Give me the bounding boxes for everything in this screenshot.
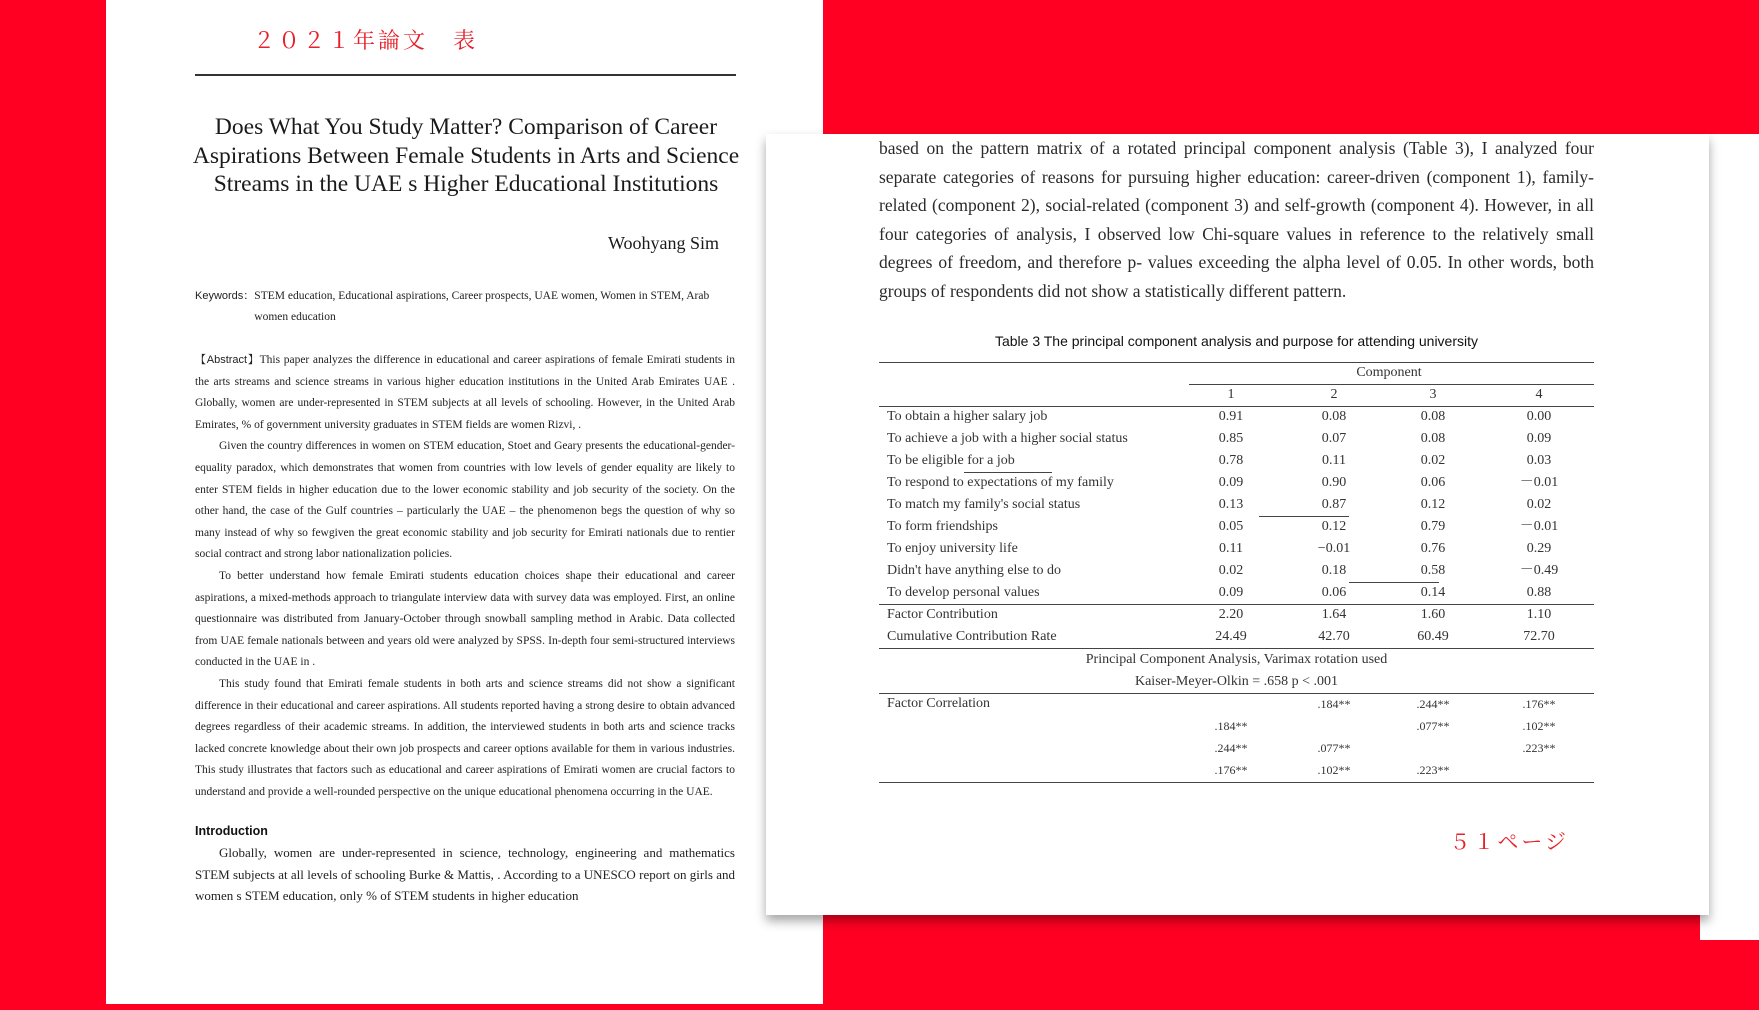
row-value-2: 0.06 (1321, 585, 1347, 600)
header-label: ２０２１年論文 表 (253, 29, 479, 54)
row-label: To respond to expectations of my family (887, 475, 1114, 490)
table-row (879, 406, 1594, 428)
row-label: To match my family's social status (887, 497, 1081, 512)
row-value-4: 0.00 (1526, 409, 1552, 424)
table-row (879, 538, 1594, 560)
correlation-value (1389, 737, 1477, 759)
correlation-value (1289, 715, 1379, 737)
table-row (879, 494, 1594, 516)
row-value-4: 0.09 (1526, 431, 1552, 446)
row-value-1: 0.91 (1218, 409, 1244, 424)
factor-contribution-row (879, 604, 1594, 626)
row-value-3: 0.08 (1420, 431, 1446, 446)
correlation-value: .102** (1522, 719, 1556, 733)
correlation-value: .223** (1416, 763, 1450, 777)
correlation-row (879, 737, 1594, 759)
correlation-value: .184** (1317, 697, 1351, 711)
row-value-2: 0.87 (1321, 497, 1347, 512)
abstract-paragraph-4: This study found that Emirati female students in both arts and science streams did not show a significant difference in their educational and career aspirations. All students reported having a strong desire to obtain advanced degrees regardless of their academic streams. In addition, the interviewed students in both arts and science tracks lacked concrete knowledge about their own job prospects and career options available for them in various industries. This study illustrates that factors such as educational and career aspirations of Emirati women are crucial factors to understand and provide a well-rounded perspective on the unique educational phenomena occurring in the UAE. (195, 677, 735, 798)
row-value-4: 0.29 (1526, 541, 1552, 556)
table-row (879, 582, 1594, 604)
row-value-1: 0.09 (1218, 585, 1244, 600)
correlation-row (879, 693, 1594, 715)
table-bottom-rule (879, 782, 1594, 783)
correlation-value: .244** (1214, 741, 1248, 755)
right-paper-page (766, 134, 1709, 915)
row-value-2: 0.12 (1321, 519, 1347, 534)
correlation-value (1189, 693, 1273, 715)
row-value-4: －0.01 (1519, 475, 1559, 490)
correlation-row (879, 715, 1594, 737)
row-value-2: 0.90 (1321, 475, 1347, 490)
row-value-2: 0.08 (1321, 409, 1347, 424)
row-label: To develop personal values (887, 585, 1040, 600)
correlation-value: .244** (1416, 697, 1450, 711)
correlation-value: .223** (1522, 741, 1556, 755)
row-value-3: 0.76 (1420, 541, 1446, 556)
factor-correlation-label: Factor Correlation (887, 696, 991, 711)
row-value-3: 0.14 (1420, 585, 1446, 600)
row-label: To enjoy university life (887, 541, 1018, 556)
cc-1: 24.49 (1215, 629, 1247, 644)
introduction-text: Globally, women are under-represented in science, technology, engineering and mathematics STEM subjects at all levels of schooling Burke & Mattis, . According to a UNESCO report on girls and women s STEM education, only % of STEM students in higher education (195, 845, 735, 904)
row-value-3: 0.58 (1420, 563, 1446, 578)
table-row (879, 450, 1594, 472)
table-row (879, 516, 1594, 538)
row-value-1: 0.02 (1218, 563, 1244, 578)
row-value-4: 0.03 (1526, 453, 1552, 468)
author-name: Woohyang Sim (607, 233, 719, 253)
pca-table (879, 362, 1594, 777)
row-value-4: 0.02 (1526, 497, 1552, 512)
col-header-3: 3 (1429, 387, 1437, 402)
col-header-1: 1 (1227, 387, 1235, 402)
row-value-2: 0.18 (1321, 563, 1347, 578)
introduction-heading: Introduction (195, 824, 268, 838)
keywords-block (195, 286, 735, 328)
abstract-paragraph-1 (195, 350, 735, 436)
row-label: To form friendships (887, 519, 999, 534)
correlation-block (879, 693, 1594, 781)
fc-1: 2.20 (1218, 607, 1244, 622)
correlation-value: .176** (1214, 763, 1248, 777)
correlation-value: .176** (1522, 697, 1556, 711)
row-value-3: 0.12 (1420, 497, 1446, 512)
row-value-1: 0.09 (1218, 475, 1244, 490)
paper-title: Does What You Study Matter? Comparison of Career Aspirations Between Female Students in Arts and Science Streams in the UAE s Higher Educational Institutions (192, 114, 740, 197)
correlation-value (1489, 759, 1589, 781)
row-value-4: 0.88 (1526, 585, 1552, 600)
abstract-label: 【Abstract】 (195, 354, 260, 366)
factor-contribution-label: Factor Contribution (887, 607, 998, 622)
table-column-header-row (879, 384, 1594, 406)
row-label: To achieve a job with a higher social status (887, 431, 1128, 446)
row-value-3: 0.02 (1420, 453, 1446, 468)
cumulative-row (879, 626, 1594, 648)
table-row (879, 472, 1594, 494)
group1-underline (964, 472, 1052, 473)
correlation-value: .102** (1317, 763, 1351, 777)
table-note-2: Kaiser-Meyer-Olkin = .658 p < .001 (1134, 674, 1339, 689)
cc-3: 60.49 (1417, 629, 1449, 644)
row-label: To obtain a higher salary job (887, 409, 1048, 424)
abstract-p1-text: This paper analyzes the difference in educational and career aspirations of female Emirati students in the arts streams and science streams in various higher education institutions in the United Arab Emirates UAE . Globally, women are under-represented in STEM subjects at all levels of schooling. However, in the United Arab Emirates, % of government university graduates in STEM fields are women Rizvi, . (195, 354, 735, 431)
table-caption: Table 3 The principal component analysis and purpose for attending university (994, 333, 1479, 349)
keywords-text: STEM education, Educational aspirations, Career prospects, UAE women, Women in STEM, Arab women education (254, 290, 710, 323)
row-value-3: 0.79 (1420, 519, 1446, 534)
table-component-row (879, 362, 1594, 384)
correlation-value: .077** (1317, 741, 1351, 755)
abstract-paragraph-3: To better understand how female Emirati students education choices shape their educational and career aspirations, a mixed-methods approach to triangulate interview data with survey data was employed. First, an online questionnaire was distributed from January-October through snowball sampling method in Arabic. Data collected from UAE female nationals between and years old were analyzed by SPSS. In-depth four semi-structured interviews conducted in the UAE in . (195, 569, 735, 669)
row-value-1: 0.11 (1219, 541, 1243, 556)
fc-3: 1.60 (1420, 607, 1446, 622)
row-value-1: 0.13 (1218, 497, 1244, 512)
correlation-row (879, 759, 1594, 781)
cc-2: 42.70 (1318, 629, 1350, 644)
left-paper-page (106, 0, 823, 1004)
correlation-value: .184** (1214, 719, 1248, 733)
row-value-2: 0.11 (1322, 453, 1346, 468)
cumulative-label: Cumulative Contribution Rate (887, 629, 1057, 644)
component-header: Component (1356, 365, 1422, 380)
col-header-2: 2 (1330, 387, 1338, 402)
table-row (879, 428, 1594, 450)
row-value-3: 0.08 (1420, 409, 1446, 424)
row-value-1: 0.05 (1218, 519, 1244, 534)
table-note-1: Principal Component Analysis, Varimax rotation used (1085, 652, 1388, 667)
col-header-4: 4 (1535, 387, 1543, 402)
abstract-paragraph-2: Given the country differences in women on STEM education, Stoet and Geary presents the educational-gender-equality paradox, which demonstrates that women from countries with low levels of gender equality are likely to enter STEM fields in higher education due to the lower economic stability and job security of the society. On the other hand, the case of the Gulf countries – particularly the UAE – the phenomenon begs the question of why so many instead of why so fewgiven the great economic stability and job security for Emirati nationals due to rentier social contract and strong labor nationalization policies. (195, 440, 735, 561)
row-label: To be eligible for a job (887, 453, 1015, 468)
abstract-block (195, 350, 735, 803)
row-label: Didn't have anything else to do (887, 563, 1061, 578)
page-number: ５１ページ (1449, 830, 1569, 854)
cc-4: 72.70 (1523, 629, 1555, 644)
fc-2: 1.64 (1321, 607, 1347, 622)
correlation-value: .077** (1416, 719, 1450, 733)
row-value-2: 0.07 (1321, 431, 1347, 446)
row-value-4: －0.01 (1519, 519, 1559, 534)
row-value-1: 0.85 (1218, 431, 1244, 446)
header-divider (195, 74, 736, 76)
row-value-4: －0.49 (1519, 563, 1559, 578)
group2-underline (1259, 516, 1349, 517)
group3-underline (1349, 582, 1439, 583)
fc-4: 1.10 (1526, 607, 1552, 622)
row-value-2: −0.01 (1317, 541, 1351, 556)
keywords-label: Keywords： (195, 290, 255, 302)
row-value-1: 0.78 (1218, 453, 1244, 468)
table-body (879, 406, 1594, 604)
body-paragraph: based on the pattern matrix of a rotated principal component analysis (Table 3), I analyzed four separate categories of reasons for pursuing higher education: career-driven (component 1), family-related (component 2), social-related (component 3) and self-growth (component 4). However, in all four categories of analysis, I observed low Chi-square values in reference to the relatively small degrees of freedom, and therefore p- values exceeding the alpha level of 0.05. In other words, both groups of respondents did not show a statistically different pattern. (879, 138, 1594, 301)
table-row (879, 560, 1594, 582)
row-value-3: 0.06 (1420, 475, 1446, 490)
